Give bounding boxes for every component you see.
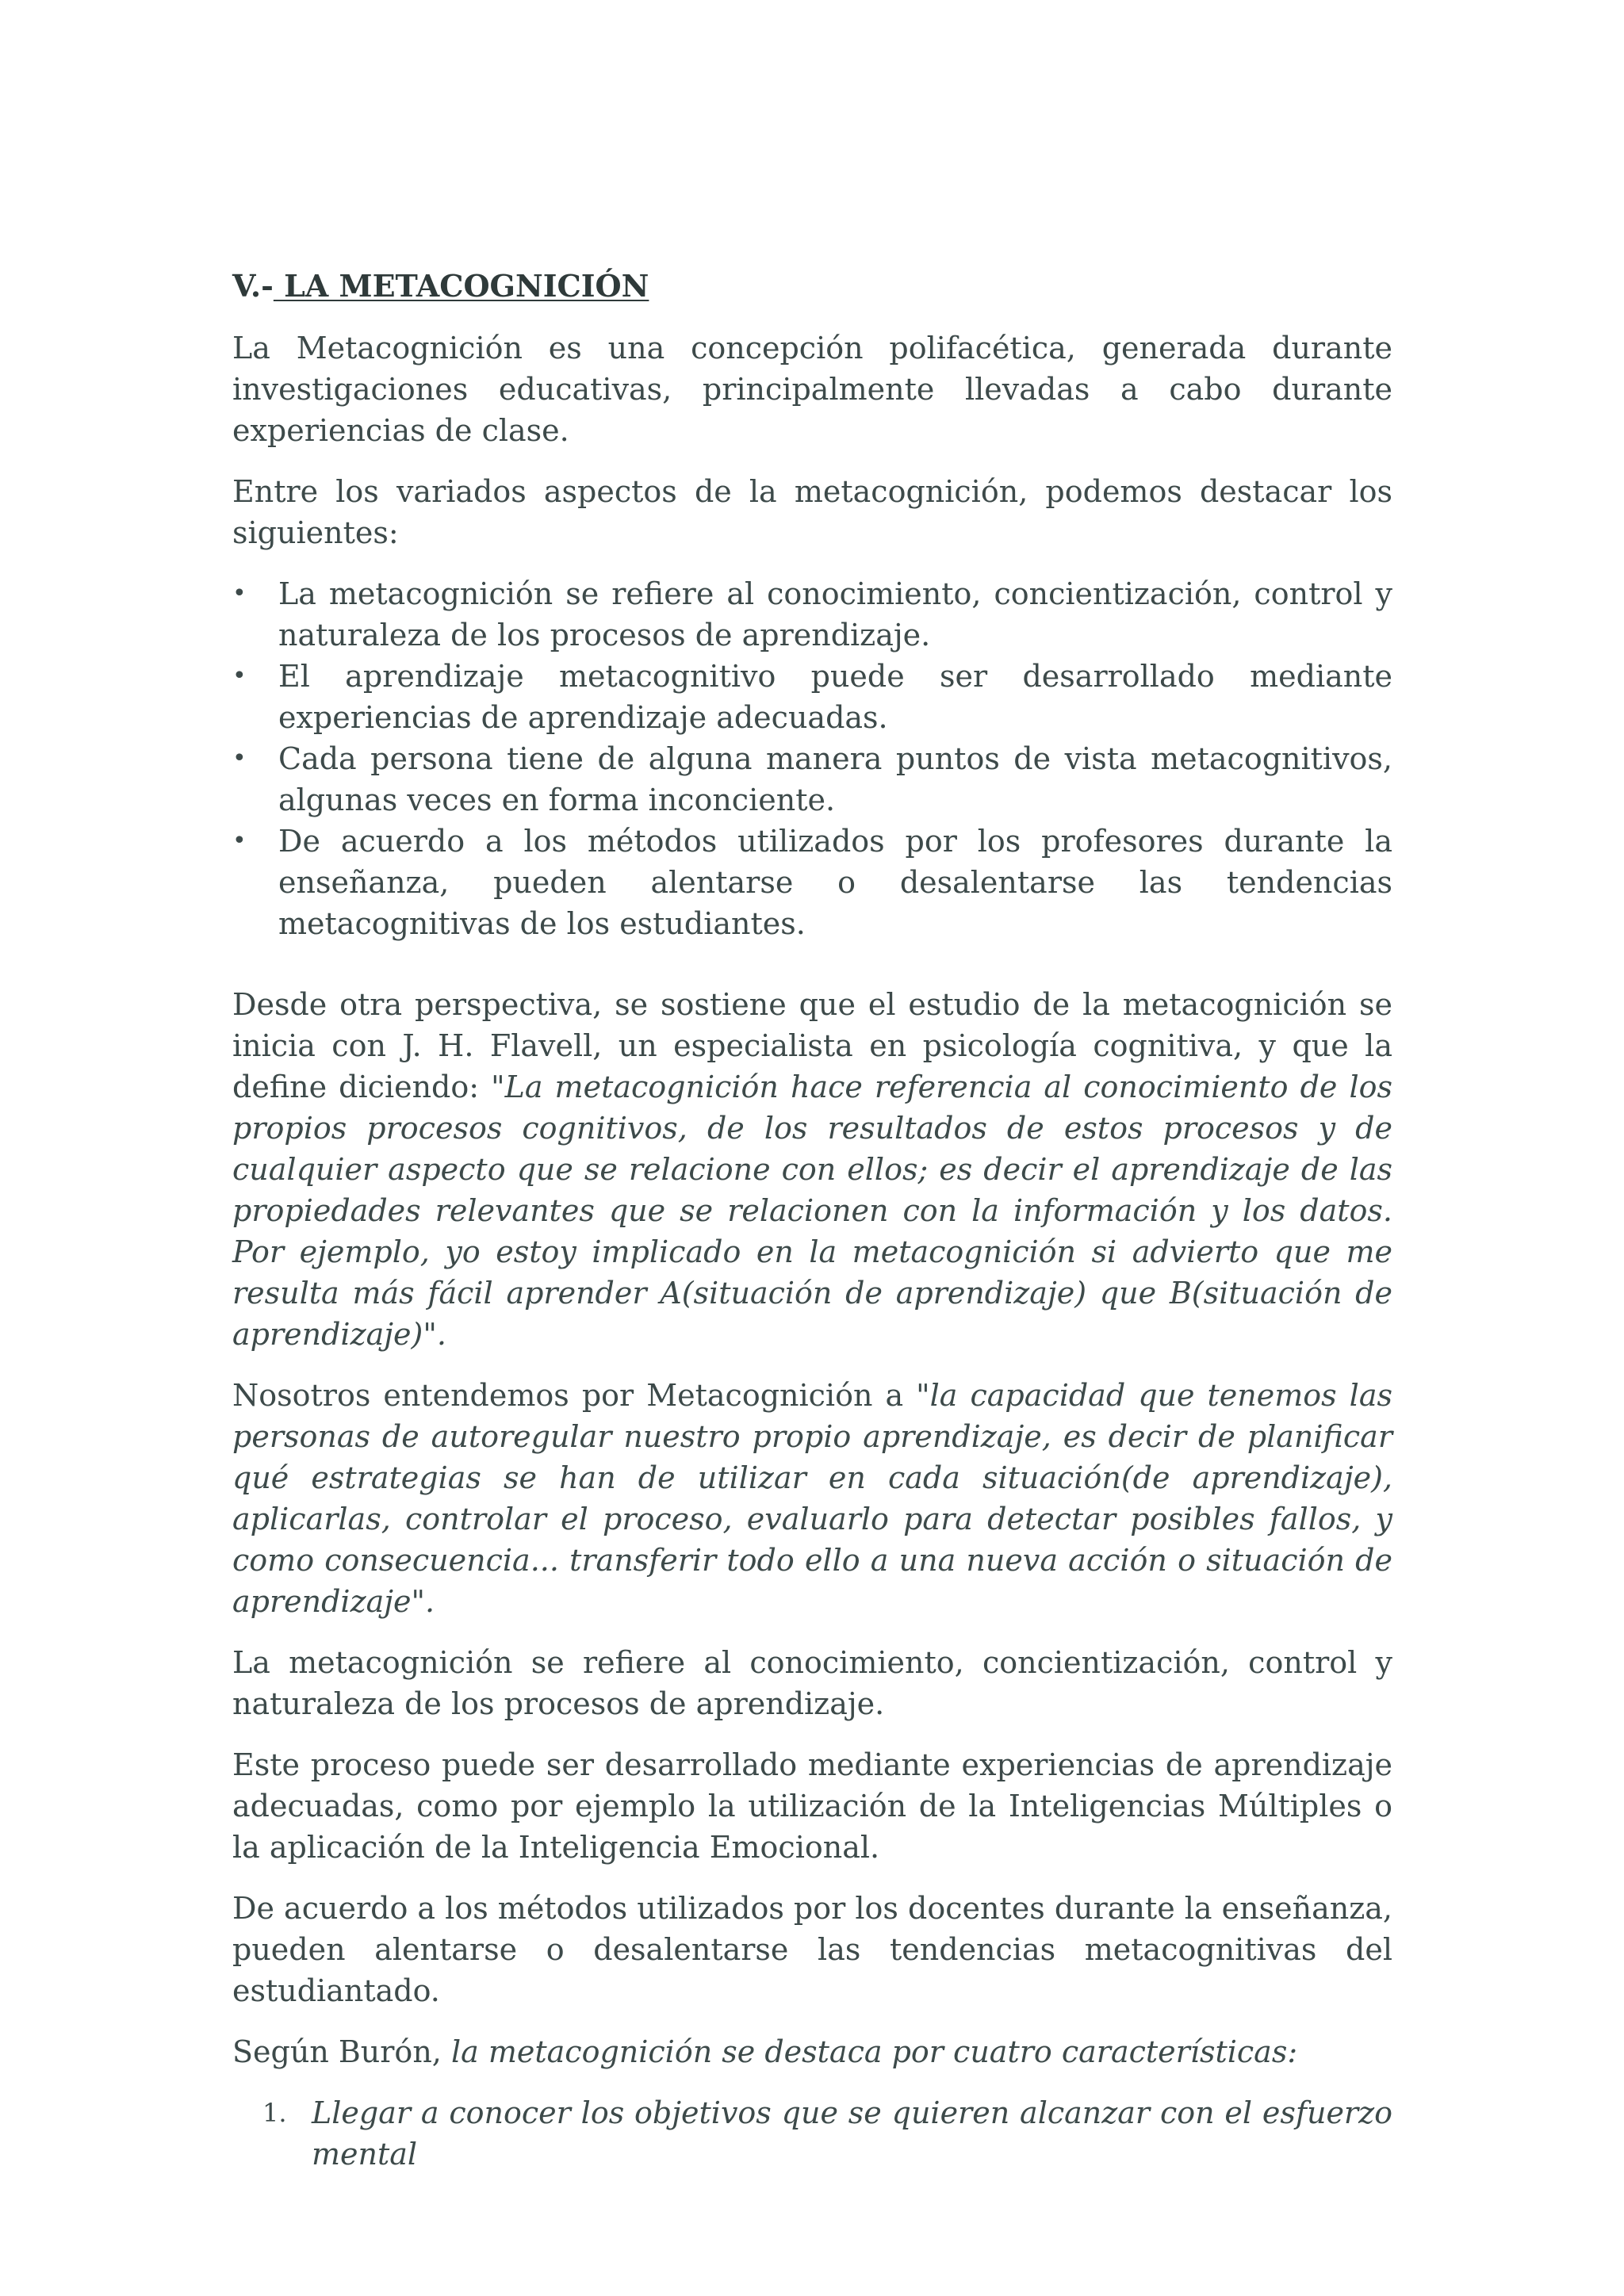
list-item	[232, 2092, 1392, 2175]
section-title: LA METACOGNICIÓN	[273, 268, 649, 304]
definition-quote: "la capacidad que tenemos las personas de autoregular nuestro propio aprendizaje, es decir de planificar qué estrategias se han de utilizar en cada situación(de aprendizaje), aplicarlas, controlar el proceso, evaluarlo para detectar posibles fallos, y como consecuencia... transferir todo ello a una nueva acción o situación de aprendizaje".	[232, 1378, 1392, 1619]
control-paragraph: La metacognición se refiere al conocimiento, concientización, control y naturaleza de los procesos de aprendizaje.	[232, 1645, 1392, 1721]
buron-lead: Según Burón,	[232, 2034, 451, 2069]
bullet-icon: •	[232, 662, 247, 690]
list-item	[232, 738, 1392, 821]
bullet-icon: •	[232, 827, 247, 855]
bullet-icon: •	[232, 744, 247, 772]
list-item-text: El aprendizaje metacognitivo puede ser desarrollado mediante experiencias de aprendizaje adecuadas.	[278, 659, 1392, 735]
process-paragraph: Este proceso puede ser desarrollado mediante experiencias de aprendizaje adecuadas, como por ejemplo la utilización de la Inteligencias Múltiples o la aplicación de la Inteligencia Emocional.	[232, 1747, 1392, 1865]
flavell-lead: Desde otra perspectiva, se sostiene que el estudio de la metacognición se inicia con J. H. Flavell, un especialista en psicología cognitiva, y que la define diciendo:	[232, 987, 1392, 1104]
buron-italic: la metacognición se destaca por cuatro características:	[450, 2034, 1298, 2069]
intro-paragraph: La Metacognición es una concepción polifacética, generada durante investigaciones educativas, principalmente llevadas a cabo durante experiencias de clase.	[232, 331, 1392, 448]
buron-paragraph	[232, 2031, 1392, 2072]
list-item	[232, 573, 1392, 656]
list-intro-paragraph: Entre los variados aspectos de la metacognición, podemos destacar los siguientes:	[232, 474, 1392, 550]
flavell-quote: "La metacognición hace referencia al conocimiento de los propios procesos cognitivos, de los resultados de estos procesos y de cualquier aspecto que se relacione con ellos; es decir el aprendizaje de las propiedades relevantes que se relacionen con la información y los datos. Por ejemplo, yo estoy implicado en la metacognición si advierto que me resulta más fácil aprender A(situación de aprendizaje) que B(situación de aprendizaje)".	[232, 1070, 1392, 1352]
flavell-paragraph	[232, 984, 1392, 1355]
characteristics-list	[232, 2092, 1392, 2175]
list-item-text: Llegar a conocer los objetivos que se quieren alcanzar con el esfuerzo mental	[312, 2095, 1392, 2172]
section-number: V.-	[232, 268, 274, 304]
list-item-text: La metacognición se refiere al conocimiento, concientización, control y naturaleza de los procesos de aprendizaje.	[278, 576, 1392, 652]
definition-lead: Nosotros entendemos por Metacognición a	[232, 1378, 917, 1413]
section-heading	[232, 266, 1392, 307]
list-item-text: Cada persona tiene de alguna manera puntos de vista metacognitivos, algunas veces en forma inconciente.	[278, 741, 1392, 817]
definition-paragraph	[232, 1375, 1392, 1622]
document-body	[232, 266, 1392, 2175]
list-item	[232, 656, 1392, 738]
methods-paragraph: De acuerdo a los métodos utilizados por los docentes durante la enseñanza, pueden alentarse o desalentarse las tendencias metacognitivas del estudiantado.	[232, 1891, 1392, 2008]
list-item-text: De acuerdo a los métodos utilizados por los profesores durante la enseñanza, pueden alentarse o desalentarse las tendencias metacognitivas de los estudiantes.	[278, 824, 1392, 941]
aspects-list	[232, 573, 1392, 944]
bullet-icon: •	[232, 580, 247, 607]
list-item-number: 1.	[262, 2098, 287, 2128]
list-item	[232, 821, 1392, 944]
